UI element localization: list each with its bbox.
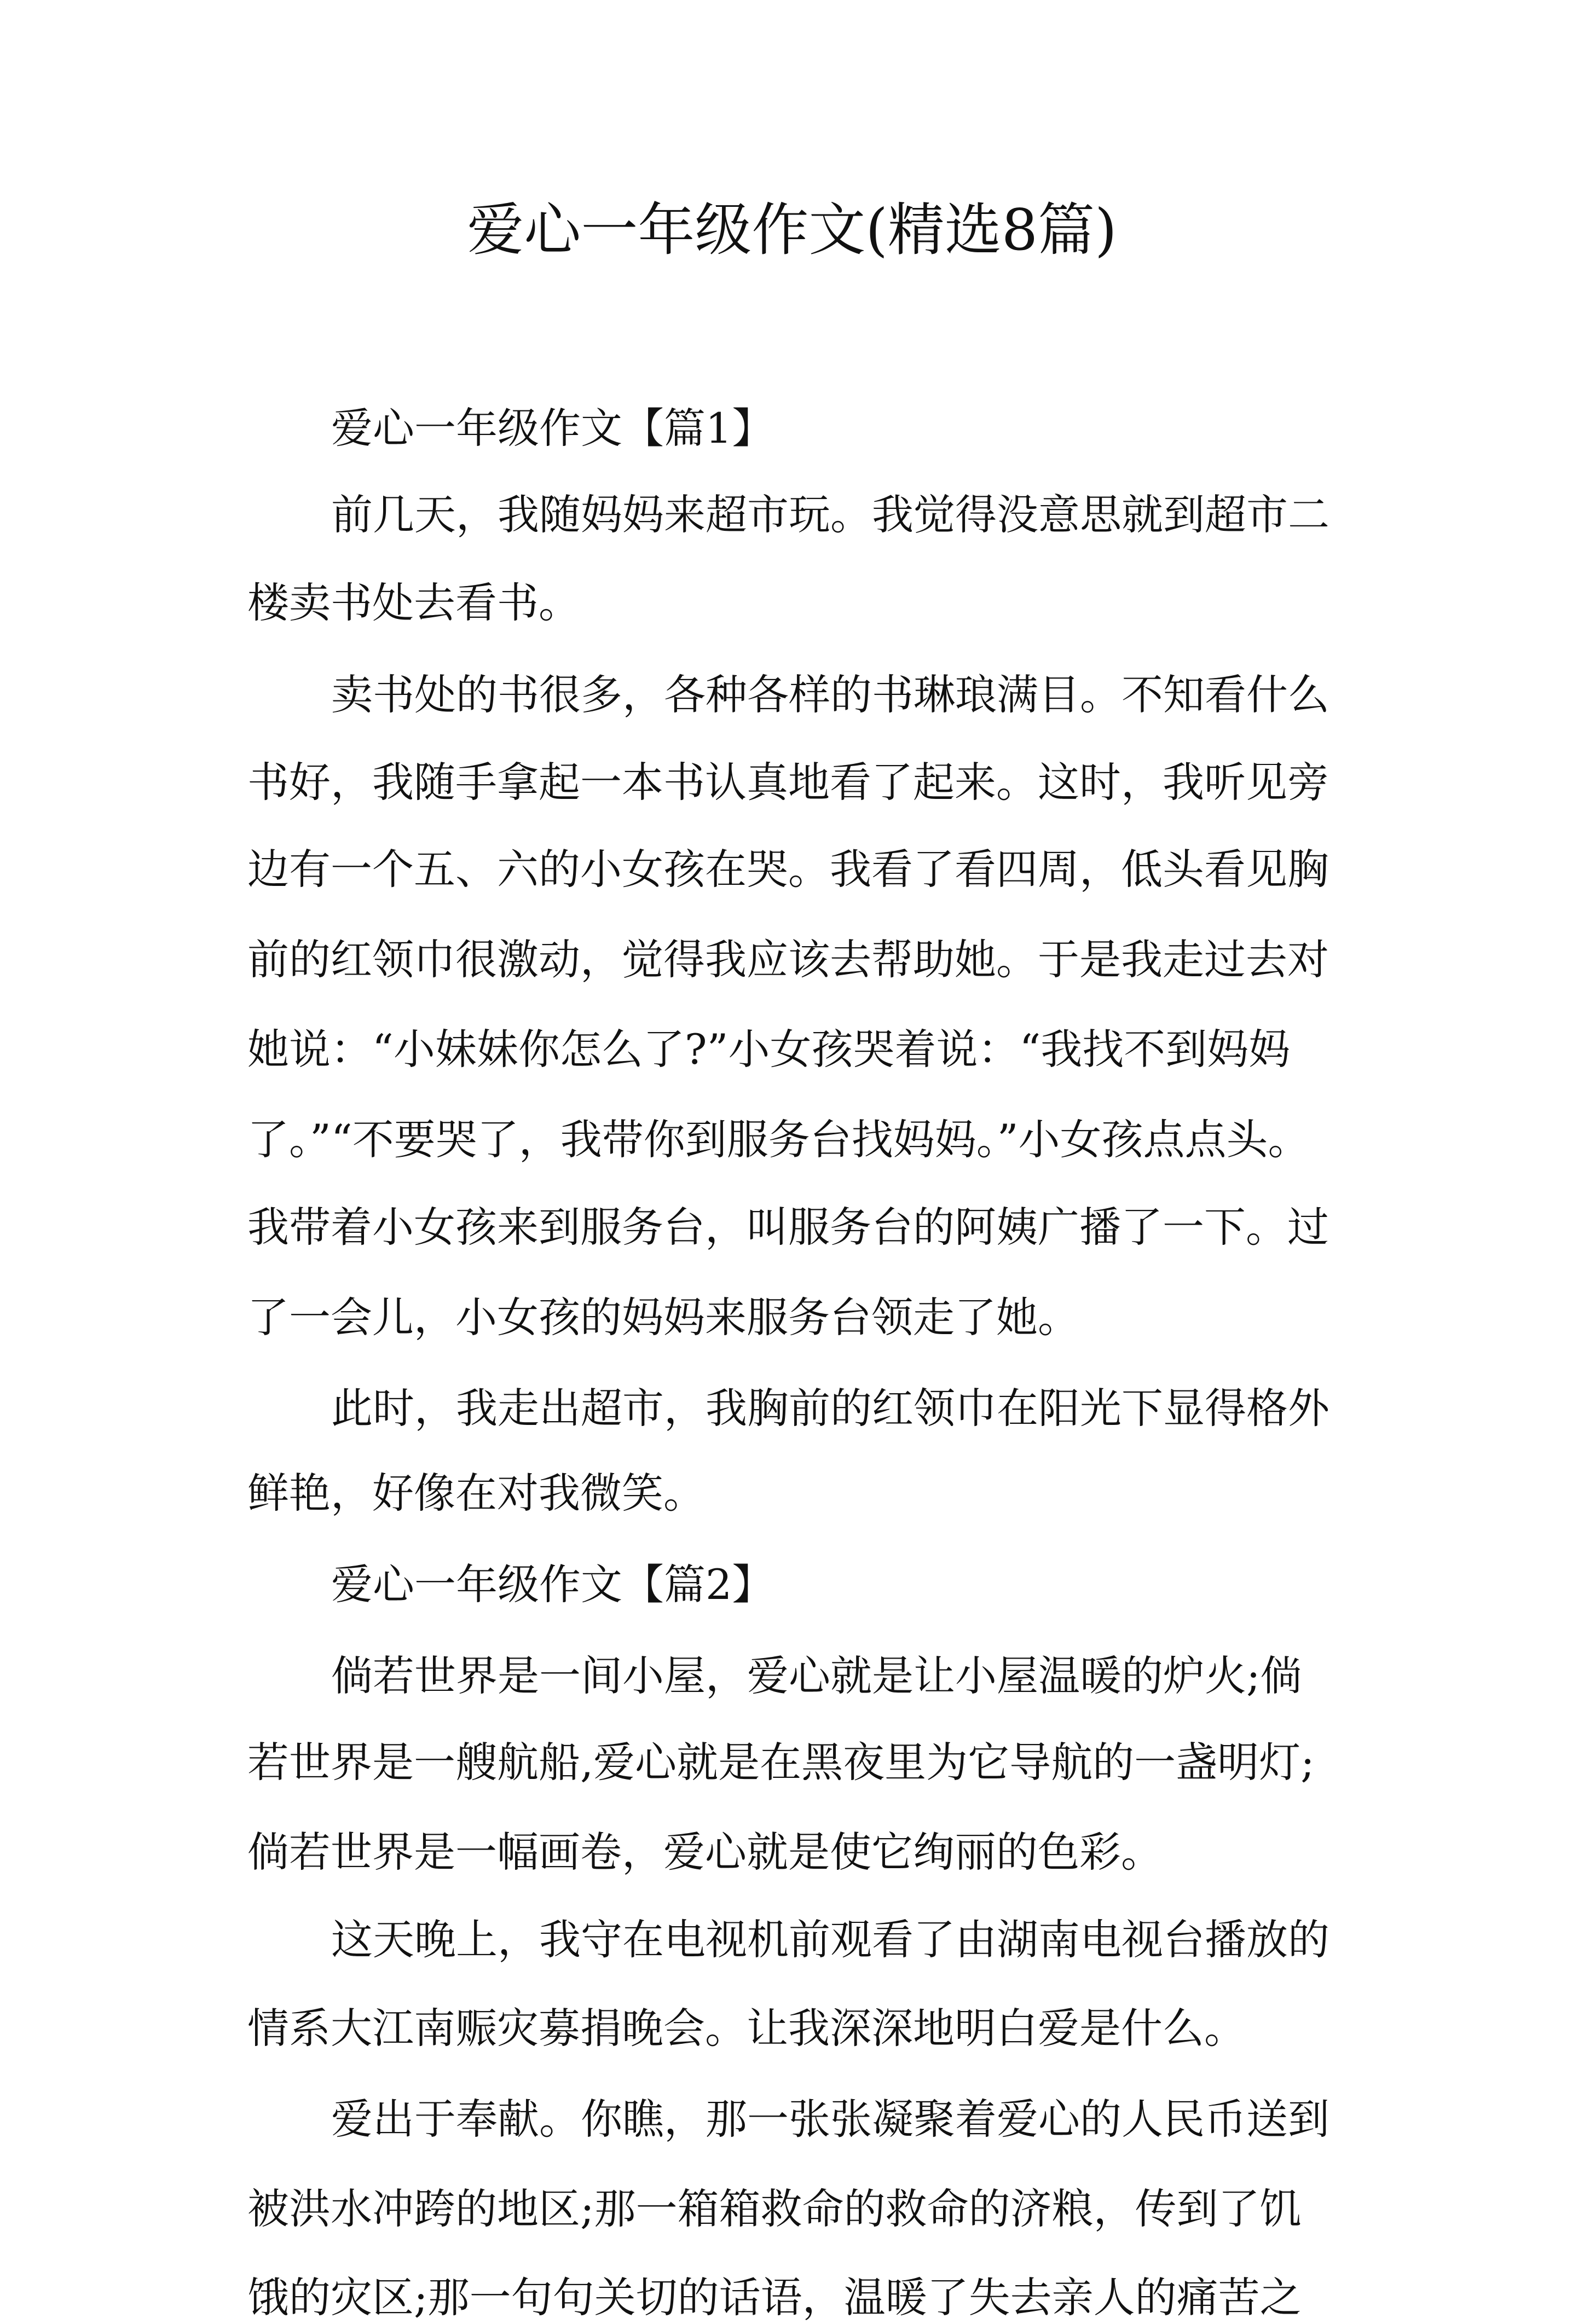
paragraph-line: 倘若世界是一间小屋，爱心就是让小屋温暖的炉火;倘 [331,1651,1302,1700]
paragraph-line: 饿的灾区;那一句句关切的话语，温暖了失去亲人的痛苦之 [247,2273,1302,2322]
paragraph-line: 倘若世界是一幅画卷，爱心就是使它绚丽的色彩。 [247,1828,1163,1876]
document-title: 爱心一年级作文(精选8篇) [467,196,1117,263]
paragraph-line: 了。”“不要哭了，我带你到服务台找妈妈。”小女孩点点头。 [247,1115,1310,1164]
section-heading-1: 爱心一年级作文【篇1】 [331,404,774,453]
paragraph-line: 边有一个五、六的小女孩在哭。我看了看四周，低头看见胸 [247,845,1329,894]
paragraph-line: 此时，我走出超市，我胸前的红领巾在阳光下显得格外 [331,1384,1329,1433]
paragraph-line: 前几天，我随妈妈来超市玩。我觉得没意思就到超市二 [331,490,1329,539]
paragraph-line: 被洪水冲跨的地区;那一箱箱救命的救命的济粮，传到了饥 [247,2184,1302,2233]
paragraph-line: 了一会儿，小女孩的妈妈来服务台领走了她。 [247,1293,1079,1342]
paragraph-line: 若世界是一艘航船,爱心就是在黑夜里为它导航的一盏明灯; [247,1738,1315,1787]
paragraph-line: 爱出于奉献。你瞧，那一张张凝聚着爱心的人民币送到 [331,2095,1329,2143]
paragraph-line: 卖书处的书很多，各种各样的书琳琅满目。不知看什么 [331,670,1329,719]
paragraph-line: 她说：“小妹妹你怎么了?”小女孩哭着说：“我找不到妈妈 [247,1025,1291,1074]
paragraph-line: 情系大江南赈灾募捐晚会。让我深深地明白爱是什么。 [247,2004,1246,2053]
paragraph-line: 鲜艳，好像在对我微笑。 [247,1469,705,1517]
paragraph-line: 这天晚上，我守在电视机前观看了由湖南电视台播放的 [331,1915,1329,1964]
paragraph-line: 楼卖书处去看书。 [247,578,580,627]
paragraph-line: 我带着小女孩来到服务台，叫服务台的阿姨广播了一下。过 [247,1203,1329,1251]
section-heading-2: 爱心一年级作文【篇2】 [331,1560,774,1609]
paragraph-line: 书好，我随手拿起一本书认真地看了起来。这时，我听见旁 [247,758,1329,807]
paragraph-line: 前的红领巾很激动，觉得我应该去帮助她。于是我走过去对 [247,935,1329,984]
